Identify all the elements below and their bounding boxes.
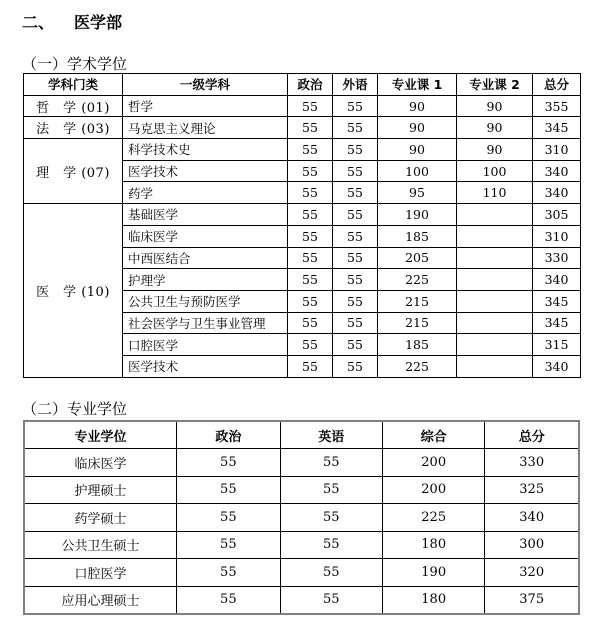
subject-cell: 马克思主义理论: [123, 117, 288, 139]
total-score-cell: 340: [533, 182, 581, 204]
header-politics: 政治: [177, 421, 280, 449]
header-total: 总分: [533, 74, 581, 96]
course2-score-cell: 90: [457, 95, 533, 117]
course1-score-cell: 190: [378, 204, 457, 226]
header-subject: 一级学科: [123, 74, 288, 96]
course1-score-cell: 185: [378, 334, 457, 356]
total-cell: 320: [485, 559, 579, 587]
language-score-cell: 55: [333, 290, 378, 312]
politics-score-cell: 55: [288, 334, 333, 356]
section-title: 医学部: [74, 13, 123, 32]
professional-header-row: [24, 421, 579, 449]
course1-score-cell: 185: [378, 225, 457, 247]
total-score-cell: 345: [533, 312, 581, 334]
degree-cell: 应用心理硕士: [24, 586, 177, 614]
table-row: [24, 504, 579, 532]
language-score-cell: 55: [333, 269, 378, 291]
category-cell: 医 学 (10): [24, 204, 123, 378]
language-score-cell: 55: [333, 355, 378, 377]
politics-score-cell: 55: [288, 269, 333, 291]
course2-score-cell: 110: [457, 182, 533, 204]
english-cell: 55: [280, 559, 382, 587]
course2-score-cell: [457, 204, 533, 226]
header-course1: 专业课 1: [378, 74, 457, 96]
language-score-cell: 55: [333, 182, 378, 204]
total-score-cell: 315: [533, 334, 581, 356]
comprehensive-cell: 180: [382, 586, 484, 614]
table-row: [24, 559, 579, 587]
total-score-cell: 355: [533, 95, 581, 117]
table-row: [24, 204, 581, 226]
degree-cell: 药学硕士: [24, 504, 177, 532]
degree-cell: 口腔医学: [24, 559, 177, 587]
language-score-cell: 55: [333, 312, 378, 334]
category-cell: 法 学 (03): [24, 117, 123, 139]
language-score-cell: 55: [333, 334, 378, 356]
politics-score-cell: 55: [288, 117, 333, 139]
politics-score-cell: 55: [288, 139, 333, 161]
politics-cell: 55: [177, 559, 280, 587]
table-row: [24, 139, 581, 161]
course2-score-cell: [457, 290, 533, 312]
language-score-cell: 55: [333, 225, 378, 247]
english-cell: 55: [280, 476, 382, 504]
comprehensive-cell: 180: [382, 531, 484, 559]
course2-score-cell: [457, 312, 533, 334]
table-row: [24, 586, 579, 614]
course1-score-cell: 225: [378, 269, 457, 291]
language-score-cell: 55: [333, 247, 378, 269]
course1-score-cell: 90: [378, 117, 457, 139]
politics-cell: 55: [177, 586, 280, 614]
professional-degree-title: （二）专业学位: [22, 400, 128, 418]
english-cell: 55: [280, 586, 382, 614]
politics-cell: 55: [177, 476, 280, 504]
subject-cell: 哲学: [123, 95, 288, 117]
total-score-cell: 305: [533, 204, 581, 226]
course1-score-cell: 215: [378, 312, 457, 334]
category-cell: 哲 学 (01): [24, 95, 123, 117]
table-row: [24, 476, 579, 504]
comprehensive-cell: 190: [382, 559, 484, 587]
politics-cell: 55: [177, 531, 280, 559]
section-heading: [22, 10, 122, 33]
subject-cell: 基础医学: [123, 204, 288, 226]
subject-cell: 口腔医学: [123, 334, 288, 356]
politics-score-cell: 55: [288, 95, 333, 117]
course1-score-cell: 90: [378, 139, 457, 161]
language-score-cell: 55: [333, 139, 378, 161]
total-score-cell: 310: [533, 225, 581, 247]
subject-cell: 公共卫生与预防医学: [123, 290, 288, 312]
table-row: [24, 95, 581, 117]
course2-score-cell: [457, 269, 533, 291]
header-total: 总分: [485, 421, 579, 449]
header-degree: 专业学位: [24, 421, 177, 449]
table-row: [24, 117, 581, 139]
politics-score-cell: 55: [288, 312, 333, 334]
category-cell: 理 学 (07): [24, 139, 123, 204]
professional-degree-table: [23, 420, 580, 615]
total-score-cell: 345: [533, 117, 581, 139]
professional-table-body: [24, 449, 579, 614]
table-row: [24, 531, 579, 559]
degree-cell: 公共卫生硕士: [24, 531, 177, 559]
degree-cell: 护理硕士: [24, 476, 177, 504]
politics-cell: 55: [177, 504, 280, 532]
subject-cell: 社会医学与卫生事业管理: [123, 312, 288, 334]
total-cell: 325: [485, 476, 579, 504]
academic-table-body: [24, 95, 581, 377]
comprehensive-cell: 200: [382, 449, 484, 477]
header-language: 外语: [333, 74, 378, 96]
english-cell: 55: [280, 504, 382, 532]
politics-cell: 55: [177, 449, 280, 477]
course1-score-cell: 205: [378, 247, 457, 269]
course2-score-cell: 90: [457, 139, 533, 161]
politics-score-cell: 55: [288, 290, 333, 312]
politics-score-cell: 55: [288, 355, 333, 377]
politics-score-cell: 55: [288, 225, 333, 247]
subject-cell: 临床医学: [123, 225, 288, 247]
degree-cell: 临床医学: [24, 449, 177, 477]
politics-score-cell: 55: [288, 247, 333, 269]
course1-score-cell: 90: [378, 95, 457, 117]
total-cell: 330: [485, 449, 579, 477]
comprehensive-cell: 225: [382, 504, 484, 532]
table-row: [24, 449, 579, 477]
academic-header-row: [24, 74, 581, 96]
comprehensive-cell: 200: [382, 476, 484, 504]
politics-score-cell: 55: [288, 182, 333, 204]
section-number: 二、: [22, 13, 55, 32]
total-score-cell: 310: [533, 139, 581, 161]
english-cell: 55: [280, 449, 382, 477]
subject-cell: 医学技术: [123, 160, 288, 182]
language-score-cell: 55: [333, 204, 378, 226]
header-comprehensive: 综合: [382, 421, 484, 449]
course2-score-cell: [457, 334, 533, 356]
course2-score-cell: 90: [457, 117, 533, 139]
course1-score-cell: 100: [378, 160, 457, 182]
total-cell: 340: [485, 504, 579, 532]
academic-degree-table: [23, 73, 581, 378]
header-course2: 专业课 2: [457, 74, 533, 96]
english-cell: 55: [280, 531, 382, 559]
politics-score-cell: 55: [288, 204, 333, 226]
politics-score-cell: 55: [288, 160, 333, 182]
academic-degree-title: （一）学术学位: [22, 55, 128, 73]
language-score-cell: 55: [333, 160, 378, 182]
subject-cell: 科学技术史: [123, 139, 288, 161]
course1-score-cell: 225: [378, 355, 457, 377]
course1-score-cell: 95: [378, 182, 457, 204]
header-category: 学科门类: [24, 74, 123, 96]
course2-score-cell: [457, 355, 533, 377]
course2-score-cell: [457, 247, 533, 269]
total-score-cell: 330: [533, 247, 581, 269]
subject-cell: 药学: [123, 182, 288, 204]
header-english: 英语: [280, 421, 382, 449]
total-score-cell: 345: [533, 290, 581, 312]
total-cell: 300: [485, 531, 579, 559]
course2-score-cell: 100: [457, 160, 533, 182]
subject-cell: 医学技术: [123, 355, 288, 377]
course2-score-cell: [457, 225, 533, 247]
header-politics: 政治: [288, 74, 333, 96]
subject-cell: 护理学: [123, 269, 288, 291]
total-score-cell: 340: [533, 355, 581, 377]
total-score-cell: 340: [533, 160, 581, 182]
course1-score-cell: 215: [378, 290, 457, 312]
total-score-cell: 340: [533, 269, 581, 291]
total-cell: 375: [485, 586, 579, 614]
language-score-cell: 55: [333, 117, 378, 139]
subject-cell: 中西医结合: [123, 247, 288, 269]
language-score-cell: 55: [333, 95, 378, 117]
